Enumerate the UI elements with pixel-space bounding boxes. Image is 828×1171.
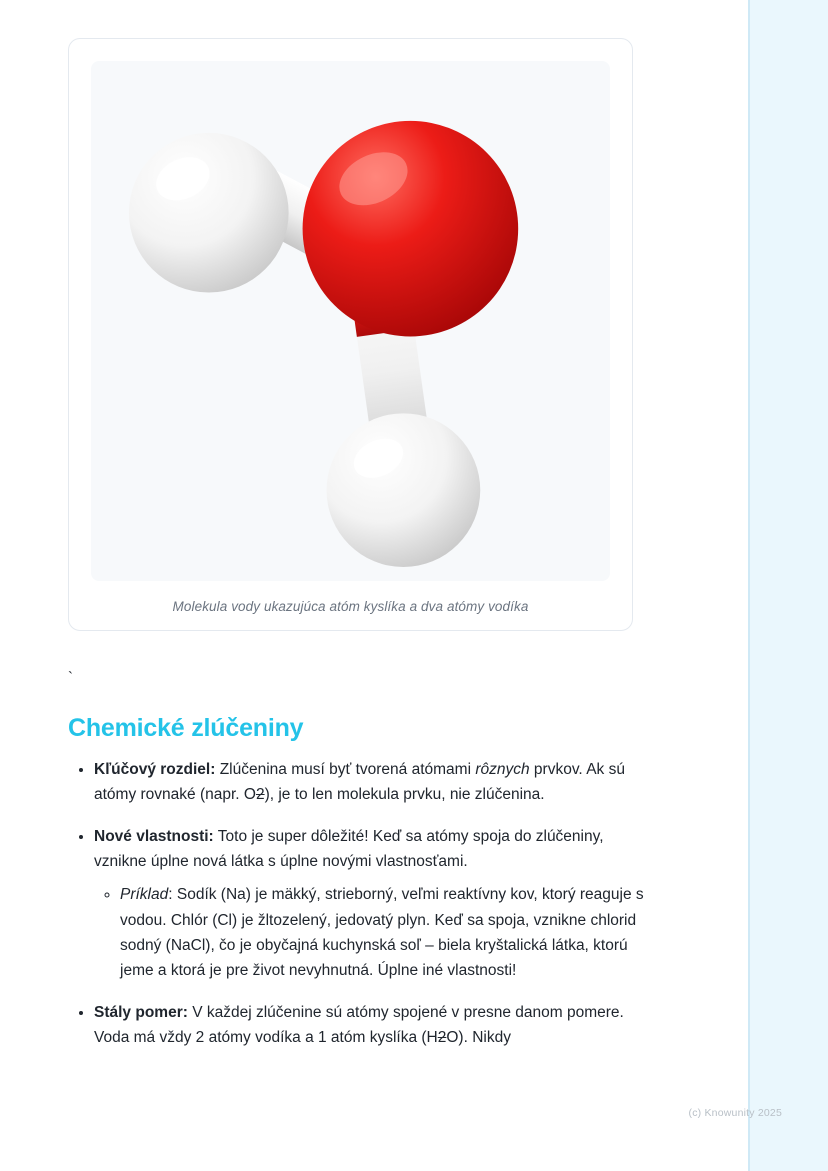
list-item: [94, 824, 648, 983]
list-item: [94, 757, 648, 807]
bullet-text: Toto je super dôležité! Keď sa atómy spoja do zlúčeniny, vznikne úplne nová látka s úplne novými vlastnosťami.: [94, 828, 604, 871]
figure-card: [68, 38, 633, 631]
figure-caption: Molekula vody ukazujúca atóm kyslíka a dva atómy vodíka: [172, 599, 529, 614]
formula-subscript: 2: [437, 1028, 447, 1046]
water-molecule-icon: [91, 61, 610, 580]
bullet-text: Zlúčenina musí byť tvorená atómami: [215, 761, 476, 778]
bullet-list: [68, 757, 648, 1050]
bullet-lead: Kľúčový rozdiel:: [94, 761, 216, 778]
bullet-text-3: O). Nikdy: [446, 1028, 511, 1046]
sub-bullet-text: : Sodík (Na) je mäkký, strieborný, veľmi reaktívny kov, ktorý reaguje s vodou. Chlór (Cl) je žltozelený, jedovatý plyn. Keď sa spoja, vznikne chlorid sodný (NaCl), čo je obyčajná kuchynská soľ – biela kryštalická látka, ktorú jeme a ktorá je pre život nevyhnutná. Úplne iné vlastnosti!: [120, 886, 644, 979]
right-decorative-band: [750, 0, 828, 1171]
bullet-lead: Nové vlastnosti:: [94, 828, 214, 846]
figure-image-area: [91, 61, 610, 581]
list-item: [94, 1000, 648, 1050]
sub-bullet-emphasis: Príklad: [120, 886, 169, 904]
bullet-lead: Stály pomer:: [94, 1003, 188, 1021]
bullet-emphasis: rôznych: [475, 761, 530, 778]
bullet-text-3: ), je to len molekula prvku, nie zlúčenina.: [264, 786, 545, 804]
footer-credit: (c) Knowunity 2025: [688, 1107, 782, 1119]
formula-subscript: 2: [255, 786, 265, 804]
bullet-text-2: prvkov. Ak sú atómy rovnaké (napr. O: [94, 761, 625, 804]
section-heading: Chemické zlúčeniny: [68, 714, 304, 742]
sub-list-item: [120, 882, 648, 982]
right-decorative-line: [748, 0, 750, 1171]
document-content: [68, 0, 648, 1067]
stray-backtick: `: [68, 669, 73, 686]
sub-bullet-list: [94, 882, 648, 982]
bullet-text: V každej zlúčenine sú atómy spojené v presne danom pomere. Voda má vždy 2 atómy vodíka a 1 atóm kyslíka (H: [94, 1003, 624, 1046]
